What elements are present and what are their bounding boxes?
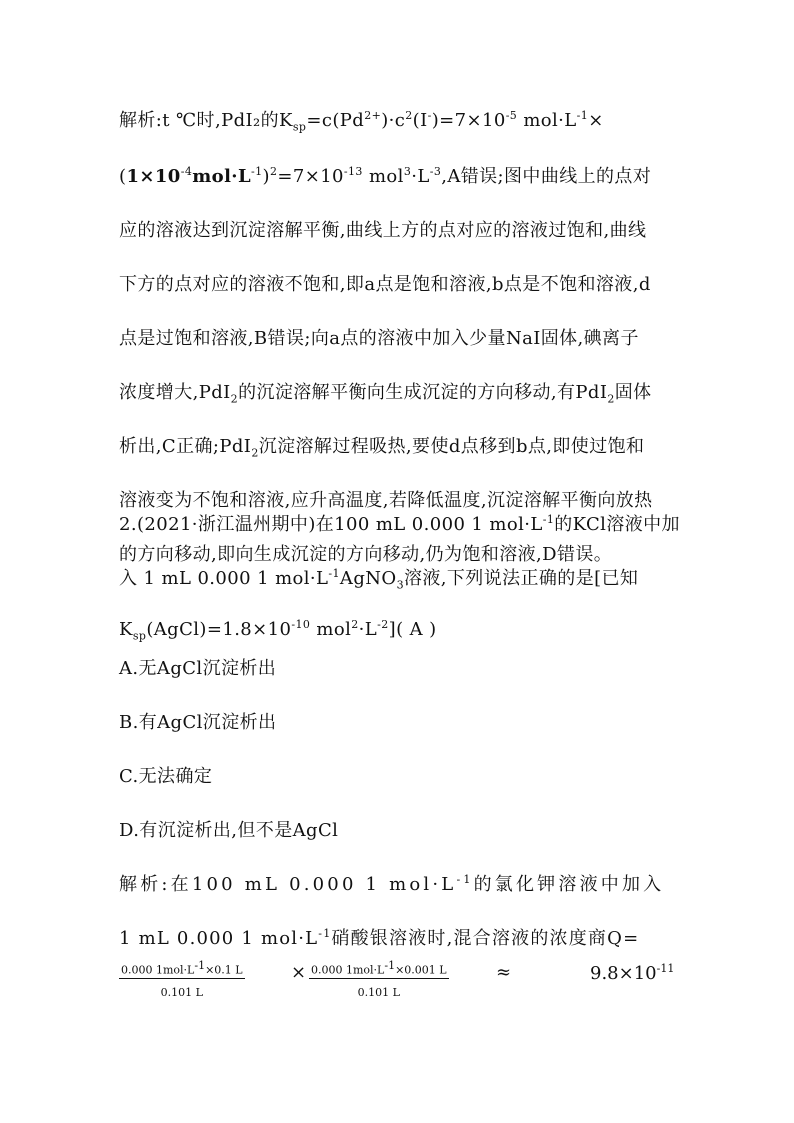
times-sign: × [291,962,307,983]
analysis-1-line-7: 析出,C正确;PdI$_2$沉淀溶解过程吸热,要使d点移到b点,即使过饱和 [119,436,645,460]
fraction-2 [309,958,449,1000]
fraction-1-denominator: 0.101 L [160,985,203,999]
analysis-1-line-9: 的方向移动,即向生成沉淀的方向移动,仍为饱和溶液,D错误。 [119,544,613,565]
analysis-1-line-1: 解析:t ℃时,PdI₂的$K_{sp}=c(Pd^{2+})\cdot c^2(I^-)=7\times 10^{-5}$ $mol\cdot L^{-1}\times$ [119,109,604,134]
fraction-2-denominator: 0.101 L [357,985,400,999]
analysis-1-line-6: 浓度增大,PdI$_2$的沉淀溶解平衡向生成沉淀的方向移动,有PdI$_2$固体 [119,382,652,406]
option-d: D.有沉淀析出,但不是AgCl [119,820,339,841]
option-c: C.无法确定 [119,766,213,787]
analysis-1-line-5: 点是过饱和溶液,B错误;向a点的溶液中加入少量NaI固体,碘离子 [119,328,639,349]
analysis-1-line-8: 溶液变为不饱和溶液,应升高温度,若降低温度,沉淀溶解平衡向放热 [119,490,653,511]
analysis-1-line-3: 应的溶液达到沉淀溶解平衡,曲线上方的点对应的溶液过饱和,曲线 [119,220,647,241]
fraction-1-numerator: 0.000 $1mol\cdot L^{-1}\times 0.1$ L [121,959,243,977]
fraction-1 [119,958,245,1000]
option-a: A.无AgCl沉淀析出 [119,658,277,679]
analysis-1-line-4: 下方的点对应的溶液不饱和,即a点是饱和溶液,b点是不饱和溶液,d [119,274,651,295]
analysis-1-line-2: $(1\times 10^{-4}mol\cdot L^{-1})^2=7\times 10^{-13}$ $mol^3\cdot L^{-3},A$错误;图中曲线上的点对 [119,165,652,187]
result-value: $9.8\times 10^{-11}$ [590,962,675,984]
option-b: B.有AgCl沉淀析出 [119,712,277,733]
question-2-line-1: 2.(2021·浙江温州期中)在100 mL 0.000 1 $mol\cdot L^{-1}$的KCl溶液中加 [119,513,680,535]
fraction-2-numerator: 0.000 $1mol\cdot L^{-1}\times 0.001$ L [311,959,447,977]
question-2-line-3: $K_{sp}(AgCl)=1.8\times 10^{-10}$ $mol^2\cdot L^{-2}$]( A ) [119,618,437,643]
question-2-line-2: 入 1 mL 0.000 1 $mol\cdot L^{-1}AgNO_3$溶液,下列说法正确的是[已知 [119,567,639,592]
analysis-2-line-2: 1 mL 0.000 1 $mol\cdot L^{-1}$硝酸银溶液时,混合溶液的浓度商Q= [119,927,640,949]
approx-sign: ≈ [496,962,512,983]
analysis-2-line-1: 解析:在100 mL 0.000 1 $mol\cdot L^{-1}$的氯化钾溶液中加入 [119,873,665,895]
